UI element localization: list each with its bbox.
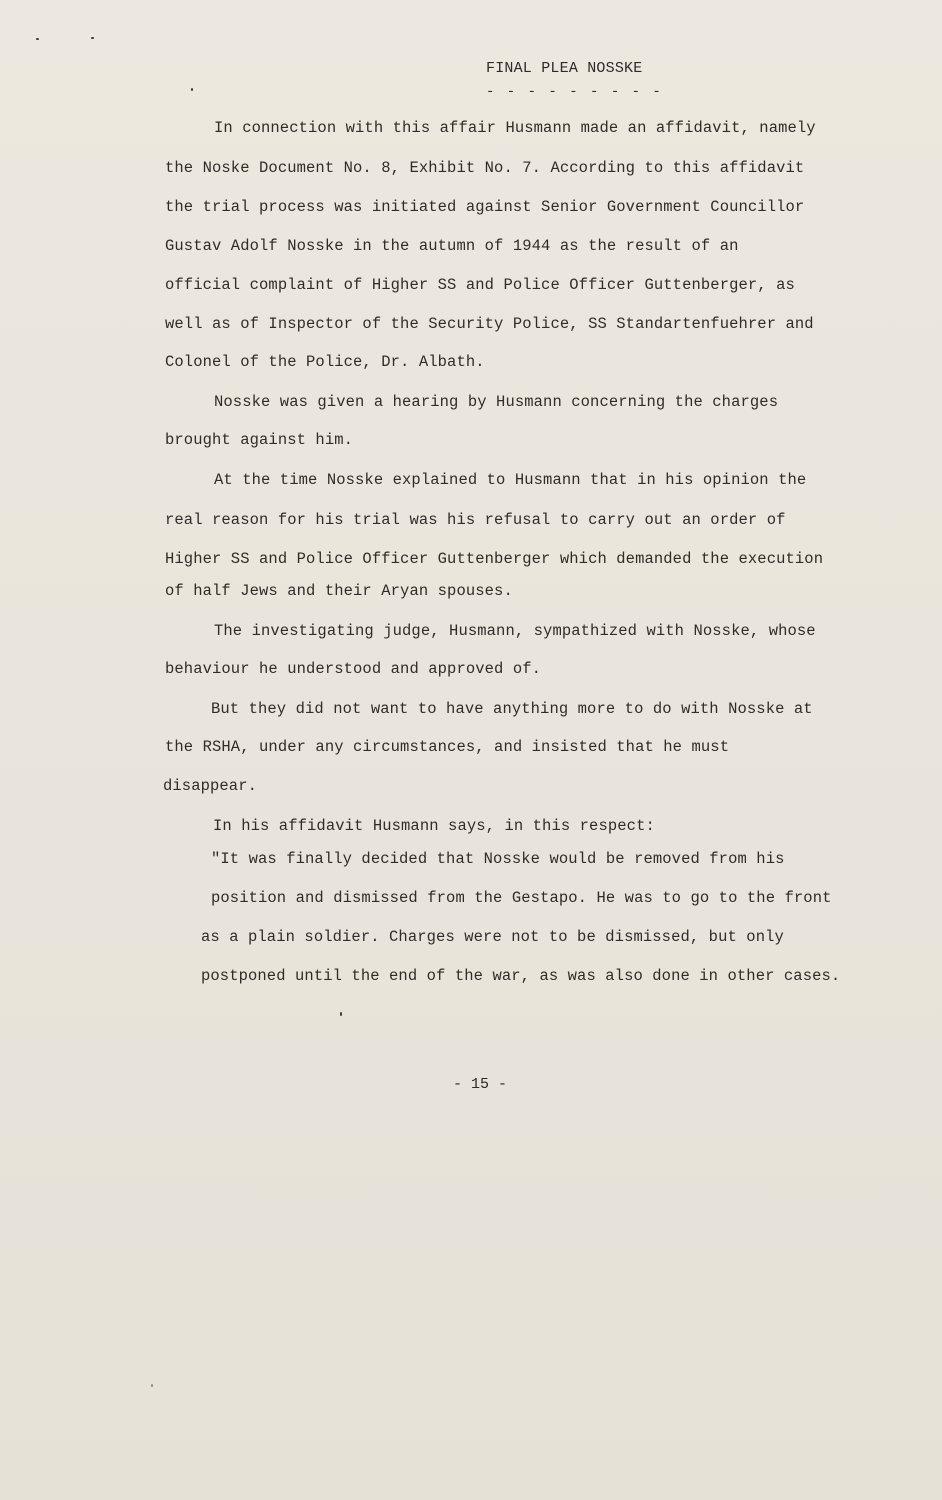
text-line: brought against him. xyxy=(165,431,354,449)
text-line: But they did not want to have anything more to do with Nosske at xyxy=(211,700,813,718)
text-line: as a plain soldier. Charges were not to be dismissed, but only xyxy=(201,928,784,946)
text-line: disappear. xyxy=(163,777,258,795)
text-line: Higher SS and Police Officer Guttenberger which demanded the execution xyxy=(165,550,824,568)
text-line: behaviour he understood and approved of. xyxy=(165,660,542,678)
text-line: postponed until the end of the war, as was also done in other cases. xyxy=(201,967,841,985)
text-line: position and dismissed from the Gestapo. He was to go to the front xyxy=(211,889,832,907)
ink-speck xyxy=(91,37,94,39)
title-underline: - - - - - - - - - xyxy=(486,84,663,100)
text-line: real reason for his trial was his refusal to carry out an order of xyxy=(165,511,786,529)
page-number: - 15 - xyxy=(453,1076,508,1093)
text-line: "It was finally decided that Nosske would be removed from his xyxy=(211,850,785,868)
ink-speck xyxy=(151,1384,153,1387)
text-line: At the time Nosske explained to Husmann that in his opinion the xyxy=(214,471,807,489)
text-line: Colonel of the Police, Dr. Albath. xyxy=(165,353,485,371)
text-line: Nosske was given a hearing by Husmann concerning the charges xyxy=(214,393,779,411)
ink-speck xyxy=(191,88,193,91)
text-line: well as of Inspector of the Security Police, SS Standartenfuehrer and xyxy=(165,315,814,333)
ink-speck xyxy=(340,1012,342,1016)
ink-speck xyxy=(36,38,39,40)
text-line: the Noske Document No. 8, Exhibit No. 7. According to this affidavit xyxy=(165,159,805,177)
text-line: of half Jews and their Aryan spouses. xyxy=(165,582,513,600)
text-line: Gustav Adolf Nosske in the autumn of 1944 as the result of an xyxy=(165,237,739,255)
document-title: FINAL PLEA NOSSKE xyxy=(486,60,643,77)
text-line: In connection with this affair Husmann made an affidavit, namely xyxy=(214,119,816,137)
text-line: the trial process was initiated against Senior Government Councillor xyxy=(165,198,805,216)
text-line: official complaint of Higher SS and Police Officer Guttenberger, as xyxy=(165,276,795,294)
text-line: In his affidavit Husmann says, in this respect: xyxy=(213,817,655,835)
text-line: The investigating judge, Husmann, sympathized with Nosske, whose xyxy=(214,622,816,640)
text-line: the RSHA, under any circumstances, and insisted that he must xyxy=(165,738,730,756)
